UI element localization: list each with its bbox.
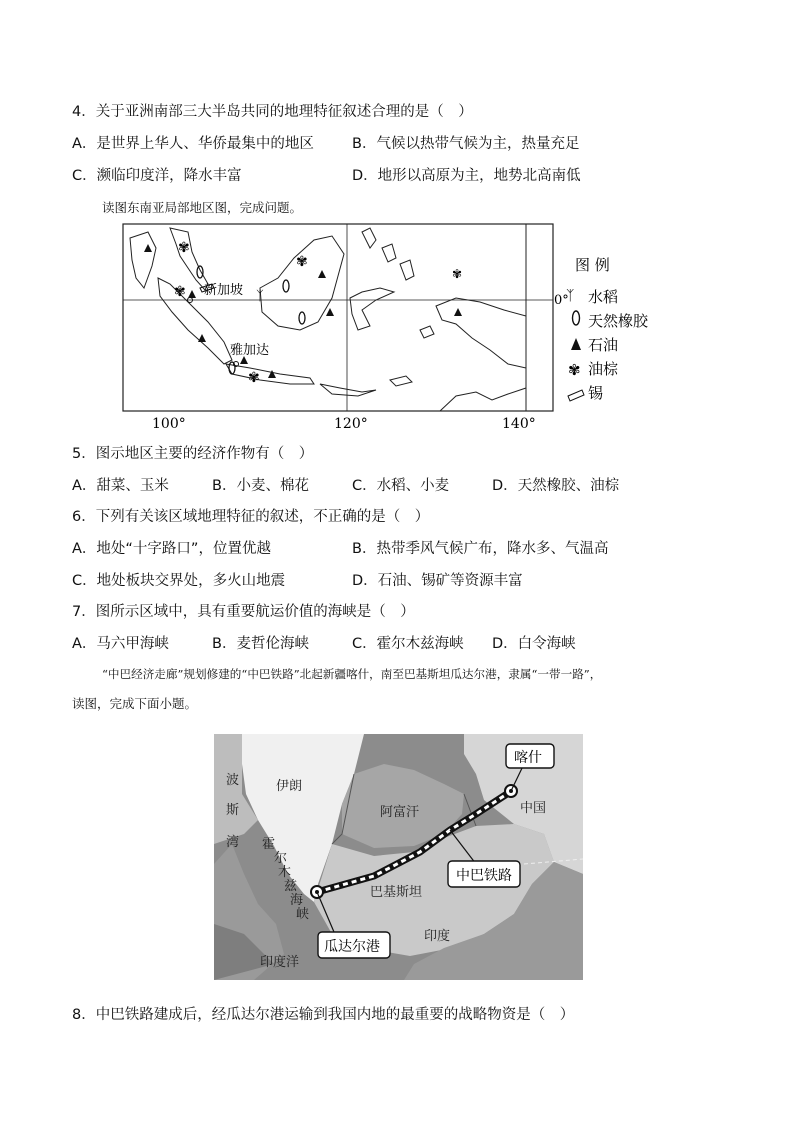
q4-option-a: A．是世界上华人、华侨最集中的地区 (72, 136, 314, 152)
legend-rice: 水稻 (588, 288, 619, 306)
q5-option-d: D．天然橡胶、油棕 (492, 478, 620, 494)
q7-stem: 7．图所示区域中，具有重要航运价值的海峡是（ ） (72, 604, 415, 620)
q5-option-a: A．甜菜、玉米 (72, 478, 169, 494)
oil-icon (571, 338, 581, 350)
q6-stem: 6．下列有关该区域地理特征的叙述，不正确的是（ ） (72, 509, 430, 525)
tin-icon (568, 390, 584, 401)
label-hormuz-4: 兹 (284, 879, 298, 894)
label-hormuz-6: 峡 (296, 907, 310, 922)
legend-tin: 锡 (588, 384, 604, 402)
q5-option-c: C．水稻、小麦 (352, 478, 450, 494)
legend-rubber: 天然橡胶 (588, 312, 649, 330)
legend-oil: 石油 (588, 336, 619, 354)
rice-icon: ᛉ (256, 289, 264, 304)
q4-option-b: B．气候以热带气候为主，热量充足 (352, 136, 580, 152)
q4-stem: 4．关于亚洲南部三大半岛共同的地理特征叙述合理的是（ ） (72, 104, 473, 120)
map2-intro-line2: 读图，完成下面小题。 (72, 696, 198, 711)
label-persian-gulf-2: 斯 (226, 803, 240, 818)
label-china: 中国 (520, 801, 547, 816)
q7-option-c: C．霍尔木兹海峡 (352, 636, 464, 652)
label-persian-gulf-3: 湾 (226, 835, 240, 850)
legend-palm: 油棕 (588, 360, 619, 378)
palm-icon: ✾ (178, 240, 190, 256)
q6-option-d: D．石油、锡矿等资源丰富 (352, 573, 523, 589)
label-hormuz-2: 尔 (274, 851, 288, 866)
palm-icon: ✾ (174, 284, 186, 300)
palm-icon: ✾ (452, 267, 463, 281)
lon-120: 120° (334, 416, 368, 432)
rice-icon: ᛉ (566, 288, 575, 304)
label-railway: 中巴铁路 (456, 868, 512, 884)
southeast-asia-map (100, 218, 670, 433)
label-hormuz-1: 霍 (262, 837, 276, 852)
q6-option-b: B．热带季风气候广布，降水多、气温高 (352, 541, 609, 557)
rubber-icon (573, 311, 580, 325)
label-india: 印度 (424, 929, 451, 944)
lon-100: 100° (152, 416, 186, 432)
q7-option-a: A．马六甲海峡 (72, 636, 169, 652)
q4-option-c: C．濒临印度洋，降水丰富 (72, 168, 242, 184)
label-persian-gulf-1: 波 (226, 773, 240, 788)
legend-title: 图 例 (575, 256, 610, 274)
q6-option-c: C．地处板块交界处，多火山地震 (72, 573, 286, 589)
q5-stem: 5．图示地区主要的经济作物有（ ） (72, 446, 314, 462)
city-jakarta: 雅加达 (230, 343, 270, 358)
q4-option-d: D．地形以高原为主，地势北高南低 (352, 168, 581, 184)
label-gwadar: 瓜达尔港 (324, 939, 380, 955)
lon-140: 140° (502, 416, 536, 432)
label-hormuz-5: 海 (290, 893, 304, 908)
q5-option-b: B．小麦、棉花 (212, 478, 309, 494)
city-singapore: 新加坡 (204, 283, 244, 298)
label-kashgar: 喀什 (514, 750, 542, 766)
q7-option-b: B．麦哲伦海峡 (212, 636, 309, 652)
q6-option-a: A．地处“十字路口”，位置优越 (72, 541, 271, 557)
palm-icon: ✾ (568, 361, 581, 379)
palm-icon: ✾ (296, 254, 308, 270)
label-afghanistan: 阿富汗 (380, 805, 420, 820)
label-pakistan: 巴基斯坦 (370, 885, 423, 900)
label-hormuz-3: 木 (278, 865, 292, 880)
label-iran: 伊朗 (276, 779, 303, 794)
palm-icon: ✾ (248, 370, 260, 386)
map1-intro: 读图东南亚局部地区图，完成问题。 (102, 200, 303, 215)
label-indian-ocean: 印度洋 (260, 955, 300, 970)
map2-intro-line1: “中巴经济走廊”规划修建的“中巴铁路”北起新疆喀什，南至巴基斯坦瓜达尔港，隶属“一带一路”， (102, 667, 602, 681)
q7-option-d: D．白令海峡 (492, 636, 576, 652)
q8-stem: 8．中巴铁路建成后，经瓜达尔港运输到我国内地的最重要的战略物资是（ ） (72, 1007, 575, 1023)
lat-0: 0° (554, 293, 569, 308)
china-pakistan-railway-map (214, 734, 583, 980)
